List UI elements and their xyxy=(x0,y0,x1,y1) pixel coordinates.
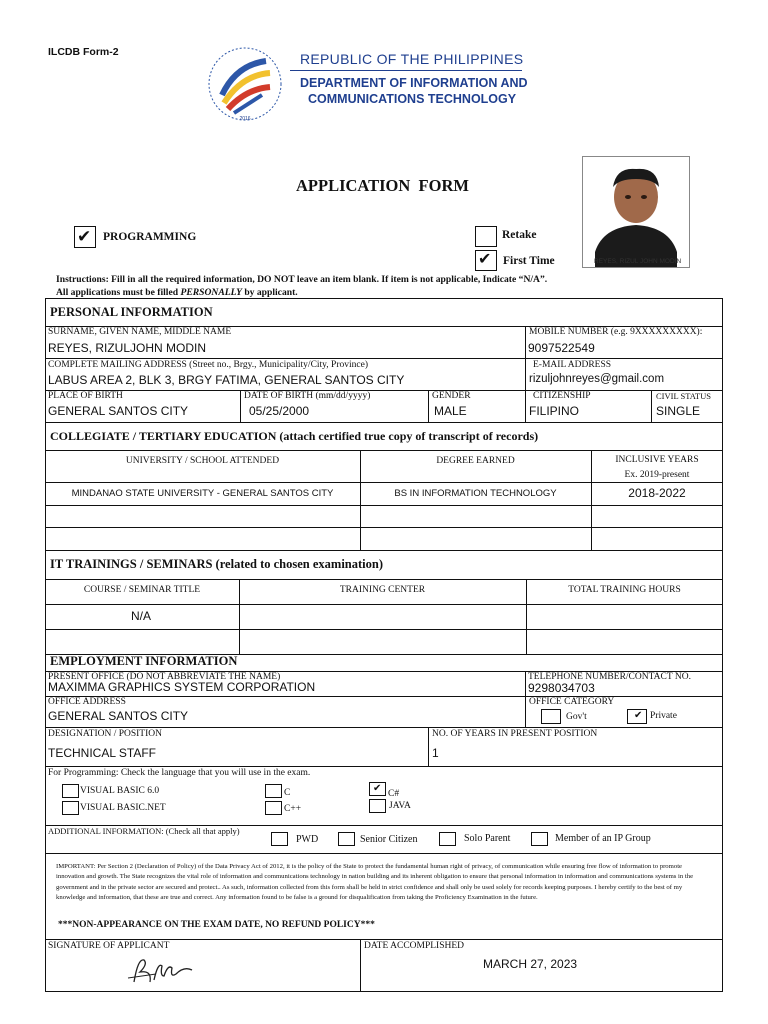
republic-text: REPUBLIC OF THE PHILIPPINES xyxy=(300,51,524,67)
pob-label: PLACE OF BIRTH xyxy=(48,391,123,401)
date-accomplished-value[interactable]: MARCH 27, 2023 xyxy=(483,957,578,971)
col-center-header: TRAINING CENTER xyxy=(339,585,426,595)
pob-value[interactable]: GENERAL SANTOS CITY xyxy=(48,404,189,418)
java-label: JAVA xyxy=(389,801,411,811)
telephone-value[interactable]: 9298034703 xyxy=(528,681,595,695)
section-education: COLLEGIATE / TERTIARY EDUCATION (attach certified true copy of transcript of records) xyxy=(50,429,539,443)
mobile-label: MOBILE NUMBER (e.g. 9XXXXXXXXX): xyxy=(529,327,703,337)
office-address-label: OFFICE ADDRESS xyxy=(48,697,126,707)
govt-label: Gov't xyxy=(566,712,587,722)
csharp-label: C# xyxy=(388,789,400,799)
private-checkbox[interactable]: ✔ xyxy=(627,709,647,724)
edu-row-1-years[interactable]: 2018-2022 xyxy=(628,486,686,500)
form-code: ILCDB Form-2 xyxy=(48,46,119,58)
col-degree-header: DEGREE EARNED xyxy=(436,456,515,466)
col-years-example: Ex. 2019-present xyxy=(624,470,690,480)
privacy-notice: IMPORTANT: Per Section 2 (Declaration of Policy) of the Data Privacy Act of 2012, it is the policy of the State to protect the fundamental human right of privacy, of communication while ensuring free flow of information to promote innovation and growth. The State recognizes the vital role of information and communications technology in nation building and its inherent obligation to ensure that personal information in information and communications systems in the government and in the private sector are secured and protect.. As such, information collected from this form shall be held in strict confidence and shall only be used solely for records keeping purposes. I hereby certify to the best of my knowledge and information, that these are true and correct. Any information found to be false is a ground for disqualification from taking the Proficiency Examination in the future. xyxy=(56,863,694,902)
office-label: PRESENT OFFICE (DO NOT ABBREVIATE THE NAME) xyxy=(48,672,281,682)
name-value[interactable]: REYES, RIZULJOHN MODIN xyxy=(48,341,207,355)
edu-row-1-degree[interactable]: BS IN INFORMATION TECHNOLOGY xyxy=(394,488,557,499)
seal-year: 2016 xyxy=(239,116,251,122)
address-label: COMPLETE MAILING ADDRESS (Street no., Brgy., Municipality/City, Province) xyxy=(48,360,368,370)
instructions-line1: Instructions: Fill in all the required information, DO NOT leave an item blank. If item is not applicable, Indicate “N/A”. xyxy=(56,274,548,285)
solo-parent-label: Solo Parent xyxy=(464,833,511,844)
first-time-checkbox[interactable]: ✔ xyxy=(475,250,497,271)
cpp-label: C++ xyxy=(284,804,302,814)
col-school-header: UNIVERSITY / SCHOOL ATTENDED xyxy=(125,456,280,466)
office-address-value[interactable]: GENERAL SANTOS CITY xyxy=(48,709,189,723)
department-line2: COMMUNICATIONS TECHNOLOGY xyxy=(308,92,517,106)
languages-prompt: For Programming: Check the language that you will use in the exam. xyxy=(48,768,311,778)
training-row-1-title[interactable]: N/A xyxy=(131,609,152,623)
citizenship-label: CITIZENSHIP xyxy=(533,391,591,401)
designation-label: DESIGNATION / POSITION xyxy=(48,729,162,739)
office-value[interactable]: MAXIMMA GRAPHICS SYSTEM CORPORATION xyxy=(48,680,316,694)
col-hours-header: TOTAL TRAINING HOURS xyxy=(568,585,681,595)
col-course-header: COURSE / SEMINAR TITLE xyxy=(83,585,201,595)
pwd-label: PWD xyxy=(296,834,319,845)
vb6-checkbox[interactable] xyxy=(62,784,79,798)
pwd-checkbox[interactable] xyxy=(271,832,288,846)
department-line1: DEPARTMENT OF INFORMATION AND xyxy=(300,76,528,90)
col-years-header: INCLUSIVE YEARS xyxy=(615,455,699,465)
senior-citizen-label: Senior Citizen xyxy=(360,834,418,845)
retake-checkbox[interactable] xyxy=(475,226,497,247)
civil-status-label: CIVIL STATUS xyxy=(656,391,711,401)
section-trainings: IT TRAININGS / SEMINARS (related to chosen examination) xyxy=(50,557,384,571)
java-checkbox[interactable] xyxy=(369,799,386,813)
civil-status-value[interactable]: SINGLE xyxy=(656,404,701,418)
programming-label: PROGRAMMING xyxy=(103,231,197,243)
date-accomplished-label: DATE ACCOMPLISHED xyxy=(364,941,465,951)
office-category-label: OFFICE CATEGORY xyxy=(529,697,615,707)
instructions-line2: All applications must be filled PERSONALLY by applicant. xyxy=(56,287,298,298)
telephone-label: TELEPHONE NUMBER/CONTACT NO. xyxy=(528,672,691,682)
ip-group-checkbox[interactable] xyxy=(531,832,548,846)
dob-label: DATE OF BIRTH (mm/dd/yyyy) xyxy=(244,391,371,401)
signature-label: SIGNATURE OF APPLICANT xyxy=(48,941,170,951)
applicant-photo xyxy=(582,156,690,268)
first-time-label: First Time xyxy=(503,255,555,267)
photo-caption: REYES, RIZUL JOHN MODIN xyxy=(594,258,682,265)
designation-value[interactable]: TECHNICAL STAFF xyxy=(48,746,157,760)
email-value[interactable]: rizuljohnreyes@gmail.com xyxy=(529,373,665,385)
applicant-signature xyxy=(126,952,198,988)
name-label: SURNAME, GIVEN NAME, MIDDLE NAME xyxy=(48,327,232,337)
gender-label: GENDER xyxy=(432,391,471,401)
refund-policy-notice: ***NON-APPEARANCE ON THE EXAM DATE, NO REFUND POLICY*** xyxy=(58,920,375,930)
form-title: APPLICATION FORM xyxy=(296,176,469,195)
years-position-value[interactable]: 1 xyxy=(432,746,439,760)
vbnet-label: VISUAL BASIC.NET xyxy=(80,803,166,813)
csharp-checkbox[interactable]: ✔ xyxy=(369,782,386,796)
ip-group-label: Member of an IP Group xyxy=(555,833,651,844)
edu-row-1-school[interactable]: MINDANAO STATE UNIVERSITY - GENERAL SANTOS CITY xyxy=(71,488,334,499)
cpp-checkbox[interactable] xyxy=(265,801,282,815)
private-label: Private xyxy=(650,711,677,721)
section-personal: PERSONAL INFORMATION xyxy=(50,305,213,319)
vbnet-checkbox[interactable] xyxy=(62,801,79,815)
govt-checkbox[interactable] xyxy=(541,709,561,724)
programming-checkbox[interactable]: ✔ xyxy=(74,226,96,248)
dob-value[interactable]: 05/25/2000 xyxy=(249,404,310,418)
additional-info-label: ADDITIONAL INFORMATION: (Check all that apply) xyxy=(48,826,240,836)
senior-citizen-checkbox[interactable] xyxy=(338,832,355,846)
c-label: C xyxy=(284,788,291,798)
mobile-value[interactable]: 9097522549 xyxy=(528,341,595,355)
dict-seal-logo xyxy=(206,45,284,123)
years-position-label: NO. OF YEARS IN PRESENT POSITION xyxy=(432,729,598,739)
address-value[interactable]: LABUS AREA 2, BLK 3, BRGY FATIMA, GENERAL SANTOS CITY xyxy=(48,373,405,387)
retake-label: Retake xyxy=(502,229,537,241)
c-checkbox[interactable] xyxy=(265,784,282,798)
section-employment: EMPLOYMENT INFORMATION xyxy=(50,654,238,668)
gender-value[interactable]: MALE xyxy=(434,404,467,418)
citizenship-value[interactable]: FILIPINO xyxy=(529,404,580,418)
solo-parent-checkbox[interactable] xyxy=(439,832,456,846)
vb6-label: VISUAL BASIC 6.0 xyxy=(80,786,160,796)
email-label: E-MAIL ADDRESS xyxy=(533,360,612,370)
